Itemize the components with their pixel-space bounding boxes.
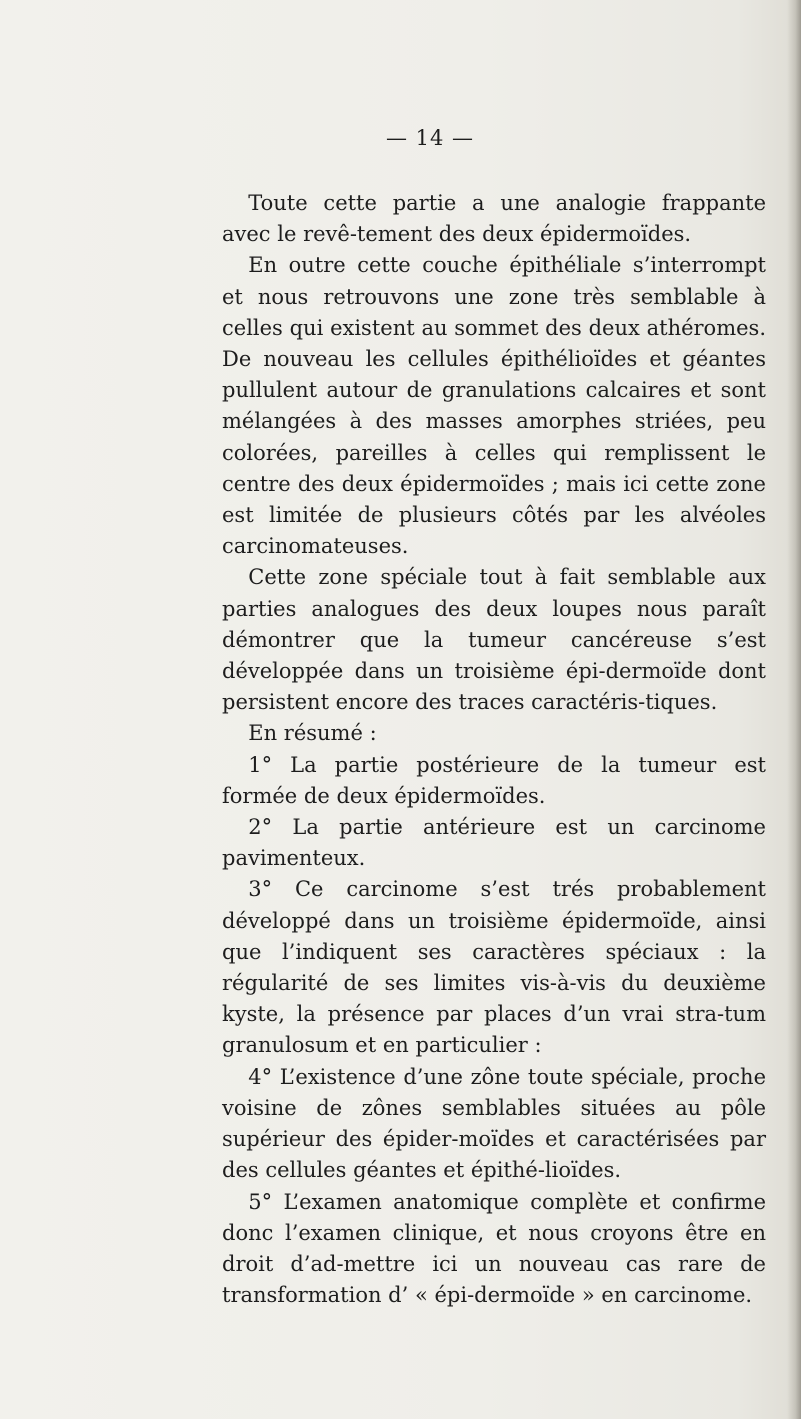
paragraph-point-3: 3° Ce carcinome s’est trés probablement développé dans un troisième épidermoïde, ainsi que l’indiquent ses caractères spéciaux : la régularité de ses limites vis-à-vis du deuxième kyste, la présence par places d’un vrai stra-tum granulosum et en particulier : bbox=[222, 877, 766, 1058]
paragraph-point-1: 1° La partie postérieure de la tumeur est formée de deux épidermoïdes. bbox=[222, 752, 766, 808]
page-number: — 14 — bbox=[385, 126, 475, 150]
paragraph-2: En outre cette couche épithéliale s’interrompt et nous retrouvons une zone très semblable à celles qui existent au sommet des deux athéromes. De nouveau les cellules épithélioïdes et géantes pullulent autour de granulations calcaires et sont mélangées à des masses amorphes striées, peu colorées, pareilles à celles qui remplissent le centre des deux épidermoïdes ; mais ici cette zone est limitée de plusieurs côtés par les alvéoles carcinomateuses. bbox=[222, 253, 766, 559]
paragraph-1: Toute cette partie a une analogie frappante avec le revê-tement des deux épidermoïdes. bbox=[222, 191, 766, 247]
paragraph-point-5: 5° L’examen anatomique complète et confirme donc l’examen clinique, et nous croyons être en droit d’ad-mettre ici un nouveau cas rare de transformation d’ « épi-dermoïde » en carcinome. bbox=[222, 1189, 766, 1308]
body-text bbox=[222, 188, 766, 1311]
paragraph-3: Cette zone spéciale tout à fait semblable aux parties analogues des deux loupes nous paraît démontrer que la tumeur cancéreuse s’est développée dans un troisième épi-dermoïde dont persistent encore des traces caractéris-tiques. bbox=[222, 565, 766, 715]
paragraph-point-4: 4° L’existence d’une zône toute spéciale, proche voisine de zônes semblables situées au pôle supérieur des épider-moïdes et caractérisées par des cellules géantes et épithé-lioïdes. bbox=[222, 1064, 766, 1183]
page-edge-shadow bbox=[787, 0, 801, 1419]
paragraph-point-2: 2° La partie antérieure est un carcinome pavimenteux. bbox=[222, 815, 766, 871]
paragraph-summary-heading: En résumé : bbox=[248, 721, 377, 746]
